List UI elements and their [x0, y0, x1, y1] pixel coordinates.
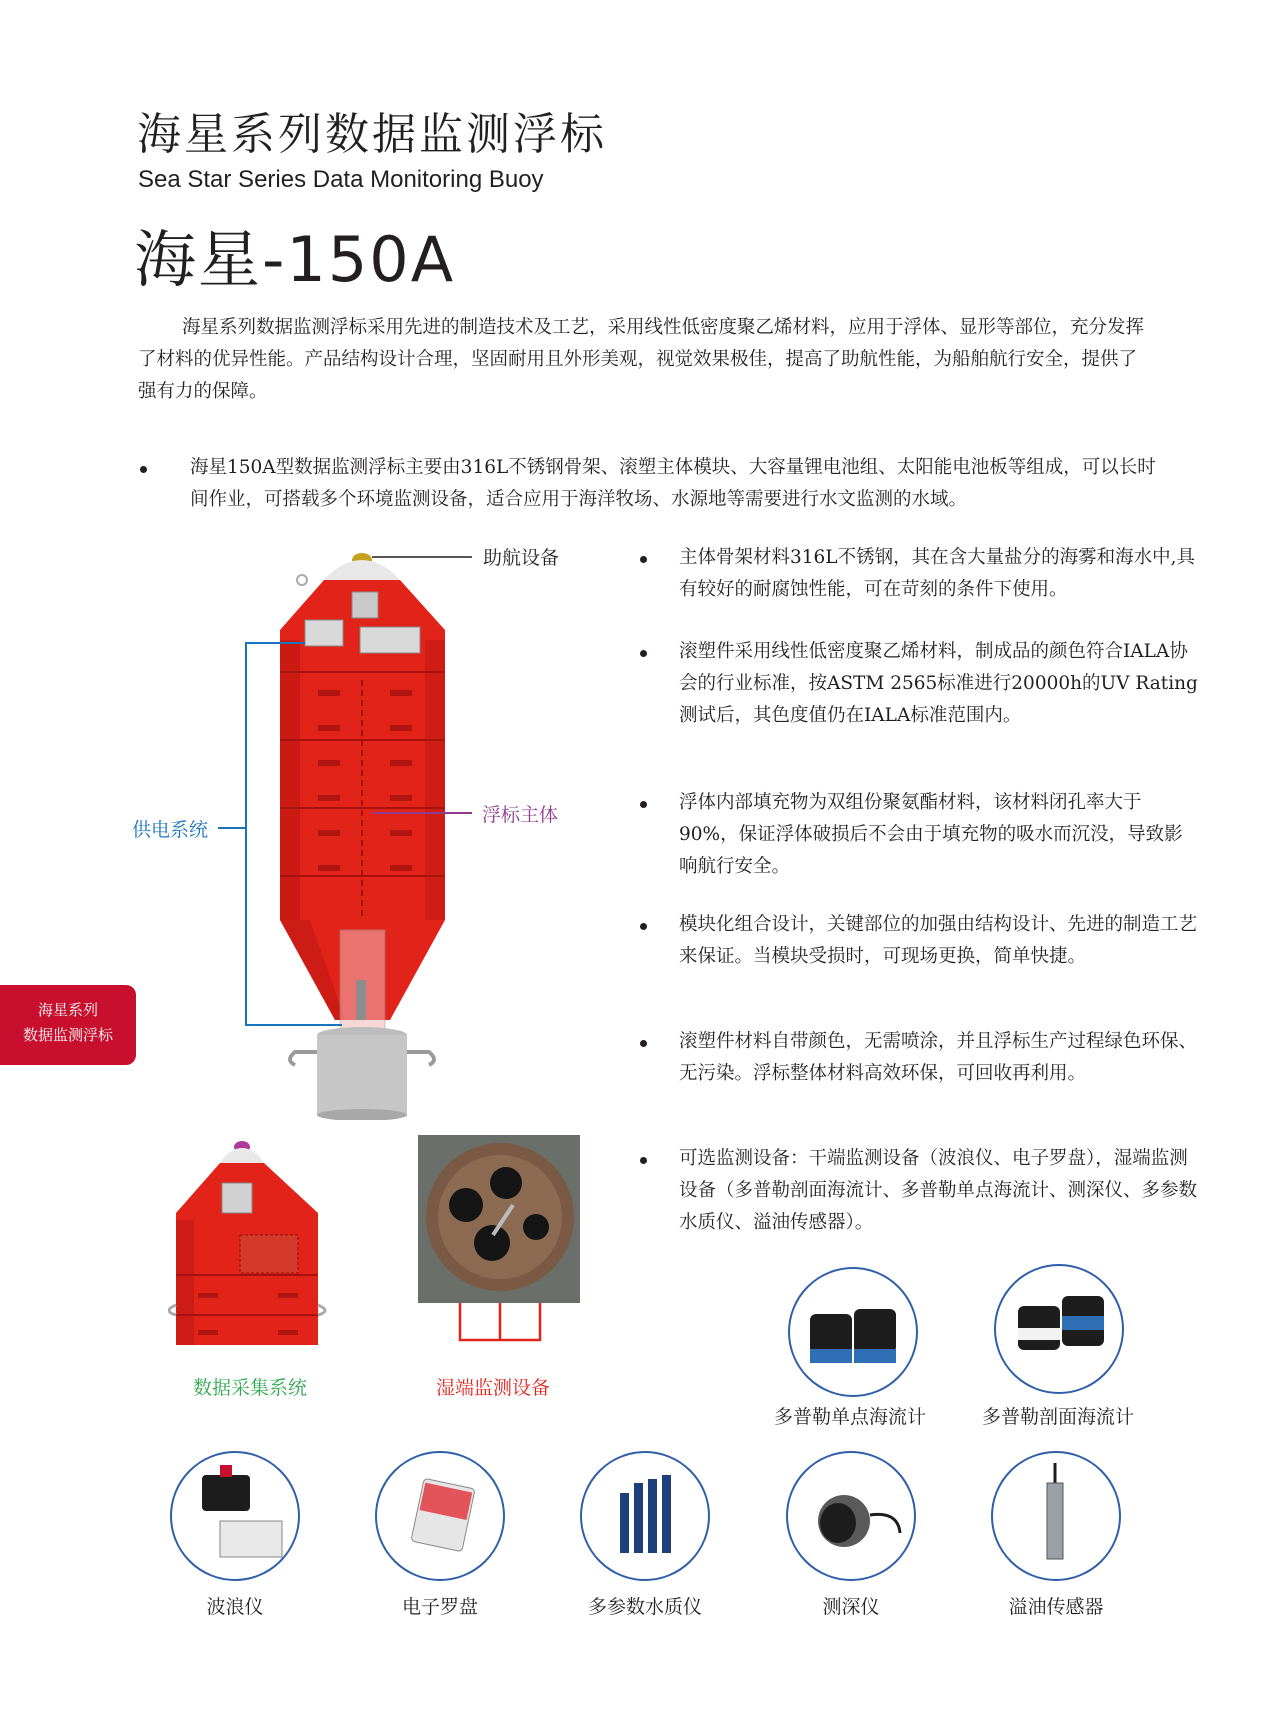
device-caption-6: 测深仪 [822, 1596, 880, 1618]
device-caption-2: 多普勒剖面海流计 [981, 1406, 1134, 1428]
multi-parameter-water-quality-meter-image [580, 1451, 710, 1581]
intro-paragraph: 海星系列数据监测浮标采用先进的制造技术及工艺，采用线性低密度聚乙烯材料，应用于浮体、显形等部位，充分发挥了材料的优异性能。产品结构设计合理，坚固耐用且外形美观，视觉效果极佳，提高了助航性能，为船舶航行安全，提供了强有力的保障。 [138, 317, 1145, 402]
bullet-dot [640, 801, 647, 808]
doppler-profile-current-meter-image [994, 1264, 1124, 1394]
nav-equipment-label: 助航设备 [483, 547, 560, 569]
side-tab-line2: 数据监测浮标 [22, 1026, 113, 1044]
bullet-dot [640, 1040, 647, 1047]
device-caption-7: 溢油传感器 [1008, 1596, 1104, 1618]
bullet-dot [640, 650, 647, 657]
page-subtitle: Sea Star Series Data Monitoring Buoy [138, 166, 544, 193]
feature-1: 主体骨架材料316L不锈钢，其在含大量盐分的海雾和海水中,具有较好的耐腐蚀性能，可在苛刻的条件下使用。 [679, 547, 1195, 600]
side-tab-line1: 海星系列 [37, 1001, 98, 1019]
bullet-dot [640, 1157, 647, 1164]
model-name: 海星-150A [134, 223, 456, 296]
bullet-dot [640, 556, 647, 563]
side-tab [0, 985, 136, 1065]
depth-sounder-image [786, 1451, 916, 1581]
main-bullet-text: 海星150A型数据监测浮标主要由316L不锈钢骨架、滚塑主体模块、大容量锂电池组、太阳能电池板等组成，可以长时间作业，可搭载多个环境监测设备，适合应用于海洋牧场、水源地等需要进行水文监测的水域。 [190, 457, 1156, 510]
bullet-dot [640, 923, 647, 930]
buoy-top-closeup [168, 1135, 328, 1345]
feature-4: 模块化组合设计，关键部位的加强由结构设计、先进的制造工艺来保证。当模块受损时，可现场更换，简单快捷。 [679, 914, 1198, 967]
feature-2: 滚塑件采用线性低密度聚乙烯材料，制成品的颜色符合IALA协会的行业标准，按ASTM 2565标准进行20000h的UV Rating测试后，其色度值仍在IALA标准范围内。 [679, 641, 1198, 726]
wet-end-photo [418, 1135, 580, 1303]
feature-6: 可选监测设备：干端监测设备（波浪仪、电子罗盘），湿端监测设备（多普勒剖面海流计、多普勒单点海流计、测深仪、多参数水质仪、溢油传感器）。 [679, 1148, 1198, 1233]
device-caption-4: 电子罗盘 [401, 1596, 478, 1618]
doppler-single-point-current-meter-image [788, 1267, 918, 1397]
page-title: 海星系列数据监测浮标 [137, 109, 607, 160]
device-caption-3: 波浪仪 [206, 1596, 264, 1618]
device-caption-5: 多参数水质仪 [587, 1596, 702, 1618]
electronic-compass-image [375, 1451, 505, 1581]
power-system-label: 供电系统 [132, 819, 209, 841]
feature-3: 浮体内部填充物为双组份聚氨酯材料，该材料闭孔率大于90%，保证浮体破损后不会由于填充物的吸水而沉没，导致影响航行安全。 [679, 792, 1183, 877]
wave-meter-image [170, 1451, 300, 1581]
wet-end-label: 湿端监测设备 [436, 1377, 551, 1399]
device-caption-1: 多普勒单点海流计 [773, 1406, 926, 1428]
feature-5: 滚塑件材料自带颜色，无需喷涂，并且浮标生产过程绿色环保、无污染。浮标整体材料高效环保，可回收再利用。 [679, 1031, 1198, 1084]
buoy-body-label: 浮标主体 [482, 804, 559, 826]
oil-spill-sensor-image [991, 1451, 1121, 1581]
data-acquisition-label: 数据采集系统 [193, 1377, 308, 1399]
